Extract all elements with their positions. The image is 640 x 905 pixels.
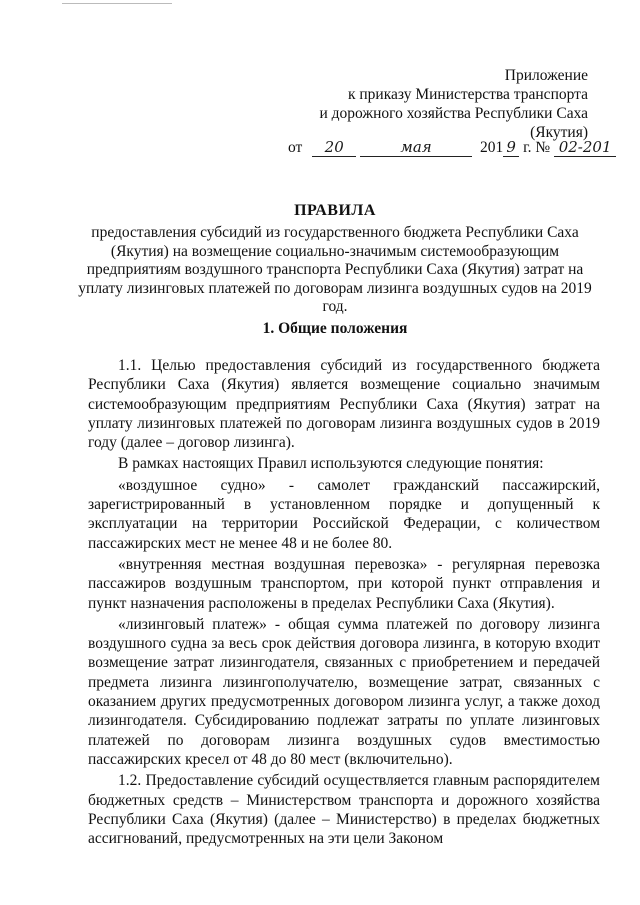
paragraph-1-2: 1.2. Предоставление субсидий осуществляется главным распорядителем бюджетных средств – Министерством транспорта и дорожного хозяйства Республики Саха (Якутия) (далее – Министерство) в пределах бюджетных ассигнований, предусмотренных на эти цели Законом <box>88 772 600 848</box>
section-heading: 1. Общие положения <box>262 320 408 337</box>
paragraph-1-1: 1.1. Целью предоставления субсидий из государственного бюджета Республики Саха (Якутия) является возмещение социально значимым системообразующим предприятиям Республики Саха (Якутия) затрат на уплату лизинговых платежей по договорам лизинга воздушных судов в 2019 году (далее – договор лизинга). <box>88 357 600 452</box>
paragraph-aircraft-definition: «воздушное судно» - самолет гражданский пассажирский, зарегистрированный в установленном порядке и допущенный к эксплуатации на территории Российской Федерации, с количеством пассажирских мест не менее 48 и не более 80. <box>88 476 600 552</box>
handwritten-order-number: 02-201 <box>554 138 616 157</box>
handwritten-month: мая <box>360 138 472 157</box>
appendix-block <box>288 66 588 142</box>
appendix-line-4: (Якутия) <box>530 124 588 141</box>
appendix-line-1: Приложение <box>504 67 588 84</box>
paragraph-leasing-payment-definition: «лизинговый платеж» - общая сумма платежей по договору лизинга воздушного судна за весь срок действия договора лизинга, в которую входит возмещение затрат лизингодателя, связанных с приобретением и передачей предмета лизинга лизингополучателю, возмещение затрат, связанных с оказанием других предусмотренных договором лизинга услуг, а также доход лизингодателя. Субсидированию подлежат затраты по уплате лизинговых платежей по договорам лизинга воздушных судов вместимостью пассажирских кресел от 48 до 80 мест (включительно). <box>88 615 600 768</box>
appendix-line-3: и дорожного хозяйства Республики Саха <box>319 105 588 122</box>
year-suffix-number-label: г. № <box>523 139 551 156</box>
appendix-line-2: к приказу Министерства транспорта <box>347 86 588 103</box>
handwritten-year-digit: 9 <box>503 138 519 157</box>
paragraph-local-transport-definition: «внутренняя местная воздушная перевозка» - регулярная перевозка пассажиров воздушным транспортом, при которой пункт отправления и пункт назначения расположены в пределах Республики Саха (Якутия). <box>88 555 600 612</box>
paragraph-definitions-intro: В рамках настоящих Правил используются следующие понятия: <box>118 455 544 473</box>
scan-edge-line <box>62 3 172 4</box>
handwritten-day: 20 <box>312 138 356 157</box>
order-date-line <box>288 138 612 160</box>
document-body <box>88 356 600 850</box>
year-prefix: 201 <box>479 139 504 156</box>
document-subtitle: предоставления субсидий из государственного бюджета Республики Саха (Якутия) на возмещение социально-значимым системообразующим предприятиям воздушного транспорта Республики Саха (Якутия) затрат на уплату лизинговых платежей по договорам лизинга воздушных судов на 2019 год. <box>78 224 592 315</box>
document-title: ПРАВИЛА <box>294 202 376 219</box>
from-label: от <box>288 139 303 156</box>
